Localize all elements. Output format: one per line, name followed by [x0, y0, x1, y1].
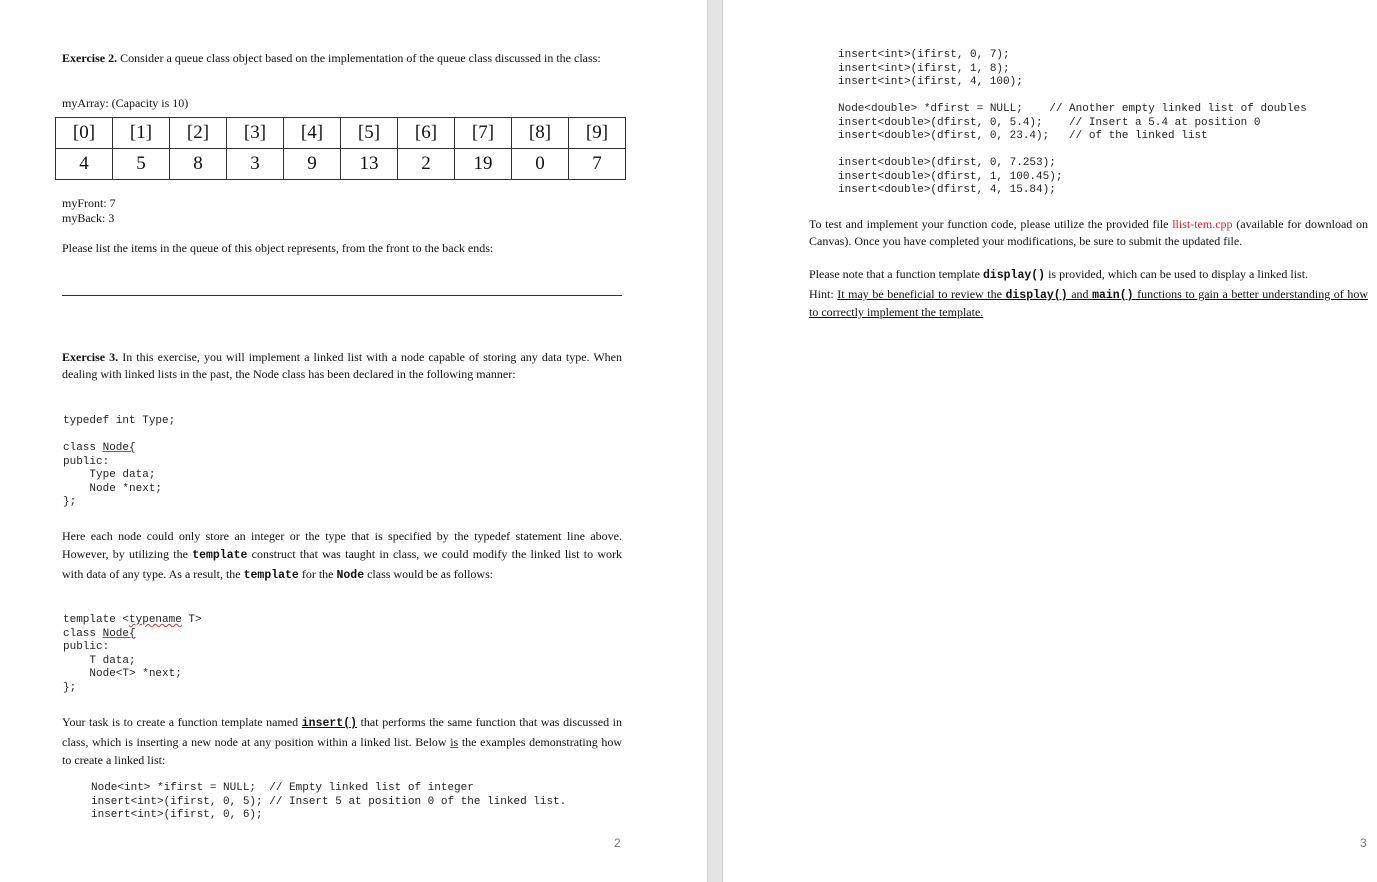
array-index-cell: [5]: [341, 118, 398, 149]
code-template-node: template <typename T> class Node{ public: T data; Node<T> *next; };: [63, 614, 202, 694]
queue-array-table: [55, 117, 626, 180]
hint-text: It may be beneficial to review the display() and main() functions to gain a better understanding of how to correctly implement the template.: [809, 287, 1369, 319]
keyword-node: Node: [336, 569, 365, 582]
word-is: is: [450, 735, 459, 749]
hint-paragraph: [809, 286, 1368, 321]
display-function-name: display(): [982, 269, 1046, 282]
array-value-row: [56, 149, 626, 180]
my-back: myBack: 3: [62, 211, 115, 225]
exercise-3-intro: [62, 349, 622, 383]
hint-display-fn: display(): [1005, 289, 1068, 302]
display-note: Please note that a function template display() is provided, which can be used to display a linked list.: [809, 267, 1309, 282]
exercise-3-label: Exercise 3.: [62, 350, 119, 364]
answer-line: [62, 295, 622, 296]
code-double-inserts: insert<double>(dfirst, 0, 7.253); insert<double>(dfirst, 1, 100.45); insert<double>(dfirst, 4, 15.84);: [838, 157, 1063, 196]
test-instructions: To test and implement your function code, please utilize the provided file llist-tem.cpp (available for download on Canvas). Once you have completed your modifications, be sure to submit the updated file.: [809, 217, 1368, 248]
array-index-row: [56, 118, 626, 149]
exercise-2-label: Exercise 2.: [62, 51, 118, 65]
code-int-continued: insert<int>(ifirst, 0, 7); insert<int>(ifirst, 1, 8); insert<int>(ifirst, 4, 100);: [838, 49, 1023, 88]
page-right: [723, 0, 1377, 882]
typename-keyword: typename: [129, 614, 182, 626]
keyword-template: template: [192, 549, 248, 562]
keyword-template-2: template: [243, 569, 299, 582]
array-value-cell: 19: [455, 149, 512, 180]
array-index-cell: [9]: [569, 118, 626, 149]
array-index-cell: [4]: [284, 118, 341, 149]
my-front: myFront: 7: [62, 196, 116, 210]
exercise-3-text: In this exercise, you will implement a linked list with a node capable of storing any data type. When dealing with linked lists in the past, the Node class has been declared in the following manner:: [62, 350, 623, 381]
template-paragraph: Here each node could only store an integer or the type that is specified by the typedef statement line above. However, by utilizing the template construct that was taught in class, we could modify the linked list to work with data of any type. As a result, the template for the Node class would be as follows:: [62, 529, 623, 582]
array-value-cell: 2: [398, 149, 455, 180]
code-double-list: Node<double> *dfirst = NULL; // Another empty linked list of doubles insert<double>(dfirst, 0, 5.4); // Insert a 5.4 at position 0 insert<double>(dfirst, 0, 23.4); // of the linked list: [838, 103, 1307, 142]
node-class-name: Node{: [102, 442, 136, 454]
array-value-cell: 8: [170, 149, 227, 180]
hint-main-fn: main(): [1092, 289, 1134, 302]
array-value-cell: 0: [512, 149, 569, 180]
file-name: llist-tem.cpp: [1172, 217, 1233, 231]
array-index-cell: [8]: [512, 118, 569, 149]
code-int-examples: Node<int> *ifirst = NULL; // Empty linked list of integer insert<int>(ifirst, 0, 5); // Insert 5 at position 0 of the linked list. insert<int>(ifirst, 0, 6);: [91, 782, 567, 821]
page-gutter: [707, 0, 723, 882]
array-caption: myArray: (Capacity is 10): [62, 96, 189, 110]
array-index-cell: [1]: [113, 118, 170, 149]
task-paragraph: Your task is to create a function template named insert() that performs the same function that was discussed in class, which is inserting a new node at any position within a linked list. Below is the examples demonstrating how to create a linked list:: [62, 715, 623, 767]
array-index-cell: [2]: [170, 118, 227, 149]
code-typedef: typedef int Type;: [63, 415, 176, 427]
array-index-cell: [6]: [398, 118, 455, 149]
array-index-cell: [7]: [455, 118, 512, 149]
exercise-2-question: Please list the items in the queue of this object represents, from the front to the back ends:: [62, 241, 494, 255]
page-number-right: 3: [1360, 836, 1367, 850]
array-index-cell: [3]: [227, 118, 284, 149]
insert-function-name: insert(): [301, 717, 357, 730]
template-node-class-name: Node{: [102, 627, 136, 640]
array-value-cell: 3: [227, 149, 284, 180]
array-value-cell: 7: [569, 149, 626, 180]
array-value-cell: 13: [341, 149, 398, 180]
array-index-cell: [0]: [56, 118, 113, 149]
array-value-cell: 5: [113, 149, 170, 180]
hint-label: Hint:: [809, 287, 838, 301]
exercise-2-text: Consider a queue class object based on the implementation of the queue class discussed in the class:: [117, 51, 601, 65]
code-node-class: class Node{ public: Type data; Node *next; };: [63, 442, 163, 508]
page-number-left: 2: [614, 836, 621, 850]
exercise-2-intro: [62, 50, 622, 67]
array-value-cell: 9: [284, 149, 341, 180]
array-value-cell: 4: [56, 149, 113, 180]
